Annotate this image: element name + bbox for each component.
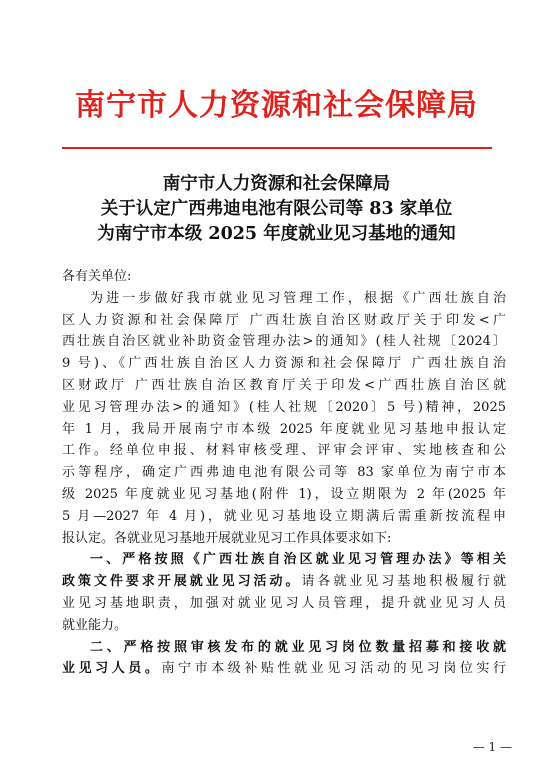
paragraph-line: 报认定。各就业见习基地开展就业见习工作具体要求如下: <box>62 530 392 546</box>
section-1-line <box>62 571 506 593</box>
letterhead-title: 南宁市人力资源和社会保障局 <box>75 88 478 123</box>
title-line-1: 南宁市人力资源和社会保障局 <box>162 174 391 194</box>
title-line-3: 为南宁市本级 2025 年度就业见习基地的通知 <box>97 224 456 244</box>
letterhead-rule <box>62 147 492 149</box>
salutation: 各有关单位: <box>62 269 132 284</box>
document-body <box>62 266 506 680</box>
document-title <box>40 172 513 247</box>
paragraph-line: 级 2025 年度就业见习基地(附件 1)，设立期限为 2 年(2025 年 <box>62 486 506 502</box>
paragraph-line: 区人力资源和社会保障厅 广西壮族自治区财政厅关于印发<广 <box>62 312 506 328</box>
paragraph-line: 业见习管理办法>的通知》(桂人社规〔2020〕5 号)精神，2025 <box>62 399 506 415</box>
paragraph-line: 年 1 月，我局开展南宁市本级 2025 年度就业见习基地申报认定 <box>62 421 506 437</box>
section-1-heading: 一、严格按照《广西壮族自治区就业见习管理办法》等相关 <box>90 552 506 568</box>
section-2-heading-cont: 业见习人员。 <box>62 661 162 677</box>
paragraph-line: 9 号)、《广西壮族自治区人力资源和社会保障厅 广西壮族自治 <box>62 356 506 372</box>
page-number: — 1 — <box>472 740 512 754</box>
paragraph-line: 示等程序，确定广西弗迪电池有限公司等 83 家单位为南宁市本 <box>62 465 506 481</box>
section-2-body-first: 南宁市本级补贴性就业见习活动的见习岗位实行 <box>161 661 506 677</box>
paragraph-line: 西壮族自治区就业补助资金管理办法>的通知》(桂人社规〔2024〕 <box>62 334 506 350</box>
paragraph-line: 就业能力。 <box>62 617 128 633</box>
section-2-heading: 二、严格按照审核发布的就业见习岗位数量招募和接收就 <box>90 639 506 655</box>
paragraph-line: 业见习基地职责，加强对就业见习人员管理，提升就业见习人员 <box>62 595 506 611</box>
paragraph-line: 为进一步做好我市就业见习管理工作，根据《广西壮族自治 <box>90 290 506 306</box>
paragraph-line: 区财政厅 广西壮族自治区教育厅关于印发<广西壮族自治区就 <box>62 377 506 393</box>
title-line-2: 关于认定广西弗迪电池有限公司等 83 家单位 <box>100 199 453 219</box>
section-1-heading-cont: 政策文件要求开展就业见习活动。 <box>62 574 302 590</box>
section-2-line <box>62 658 506 680</box>
paragraph-line: 工作。经单位申报、材料审核受理、评审会评审、实地核查和公 <box>62 443 506 459</box>
section-1-body-first: 请各就业见习基地积极履行就 <box>301 574 506 590</box>
paragraph-line: 5 月—2027 年 4 月)，就业见习基地设立期满后需重新按流程申 <box>62 508 506 524</box>
